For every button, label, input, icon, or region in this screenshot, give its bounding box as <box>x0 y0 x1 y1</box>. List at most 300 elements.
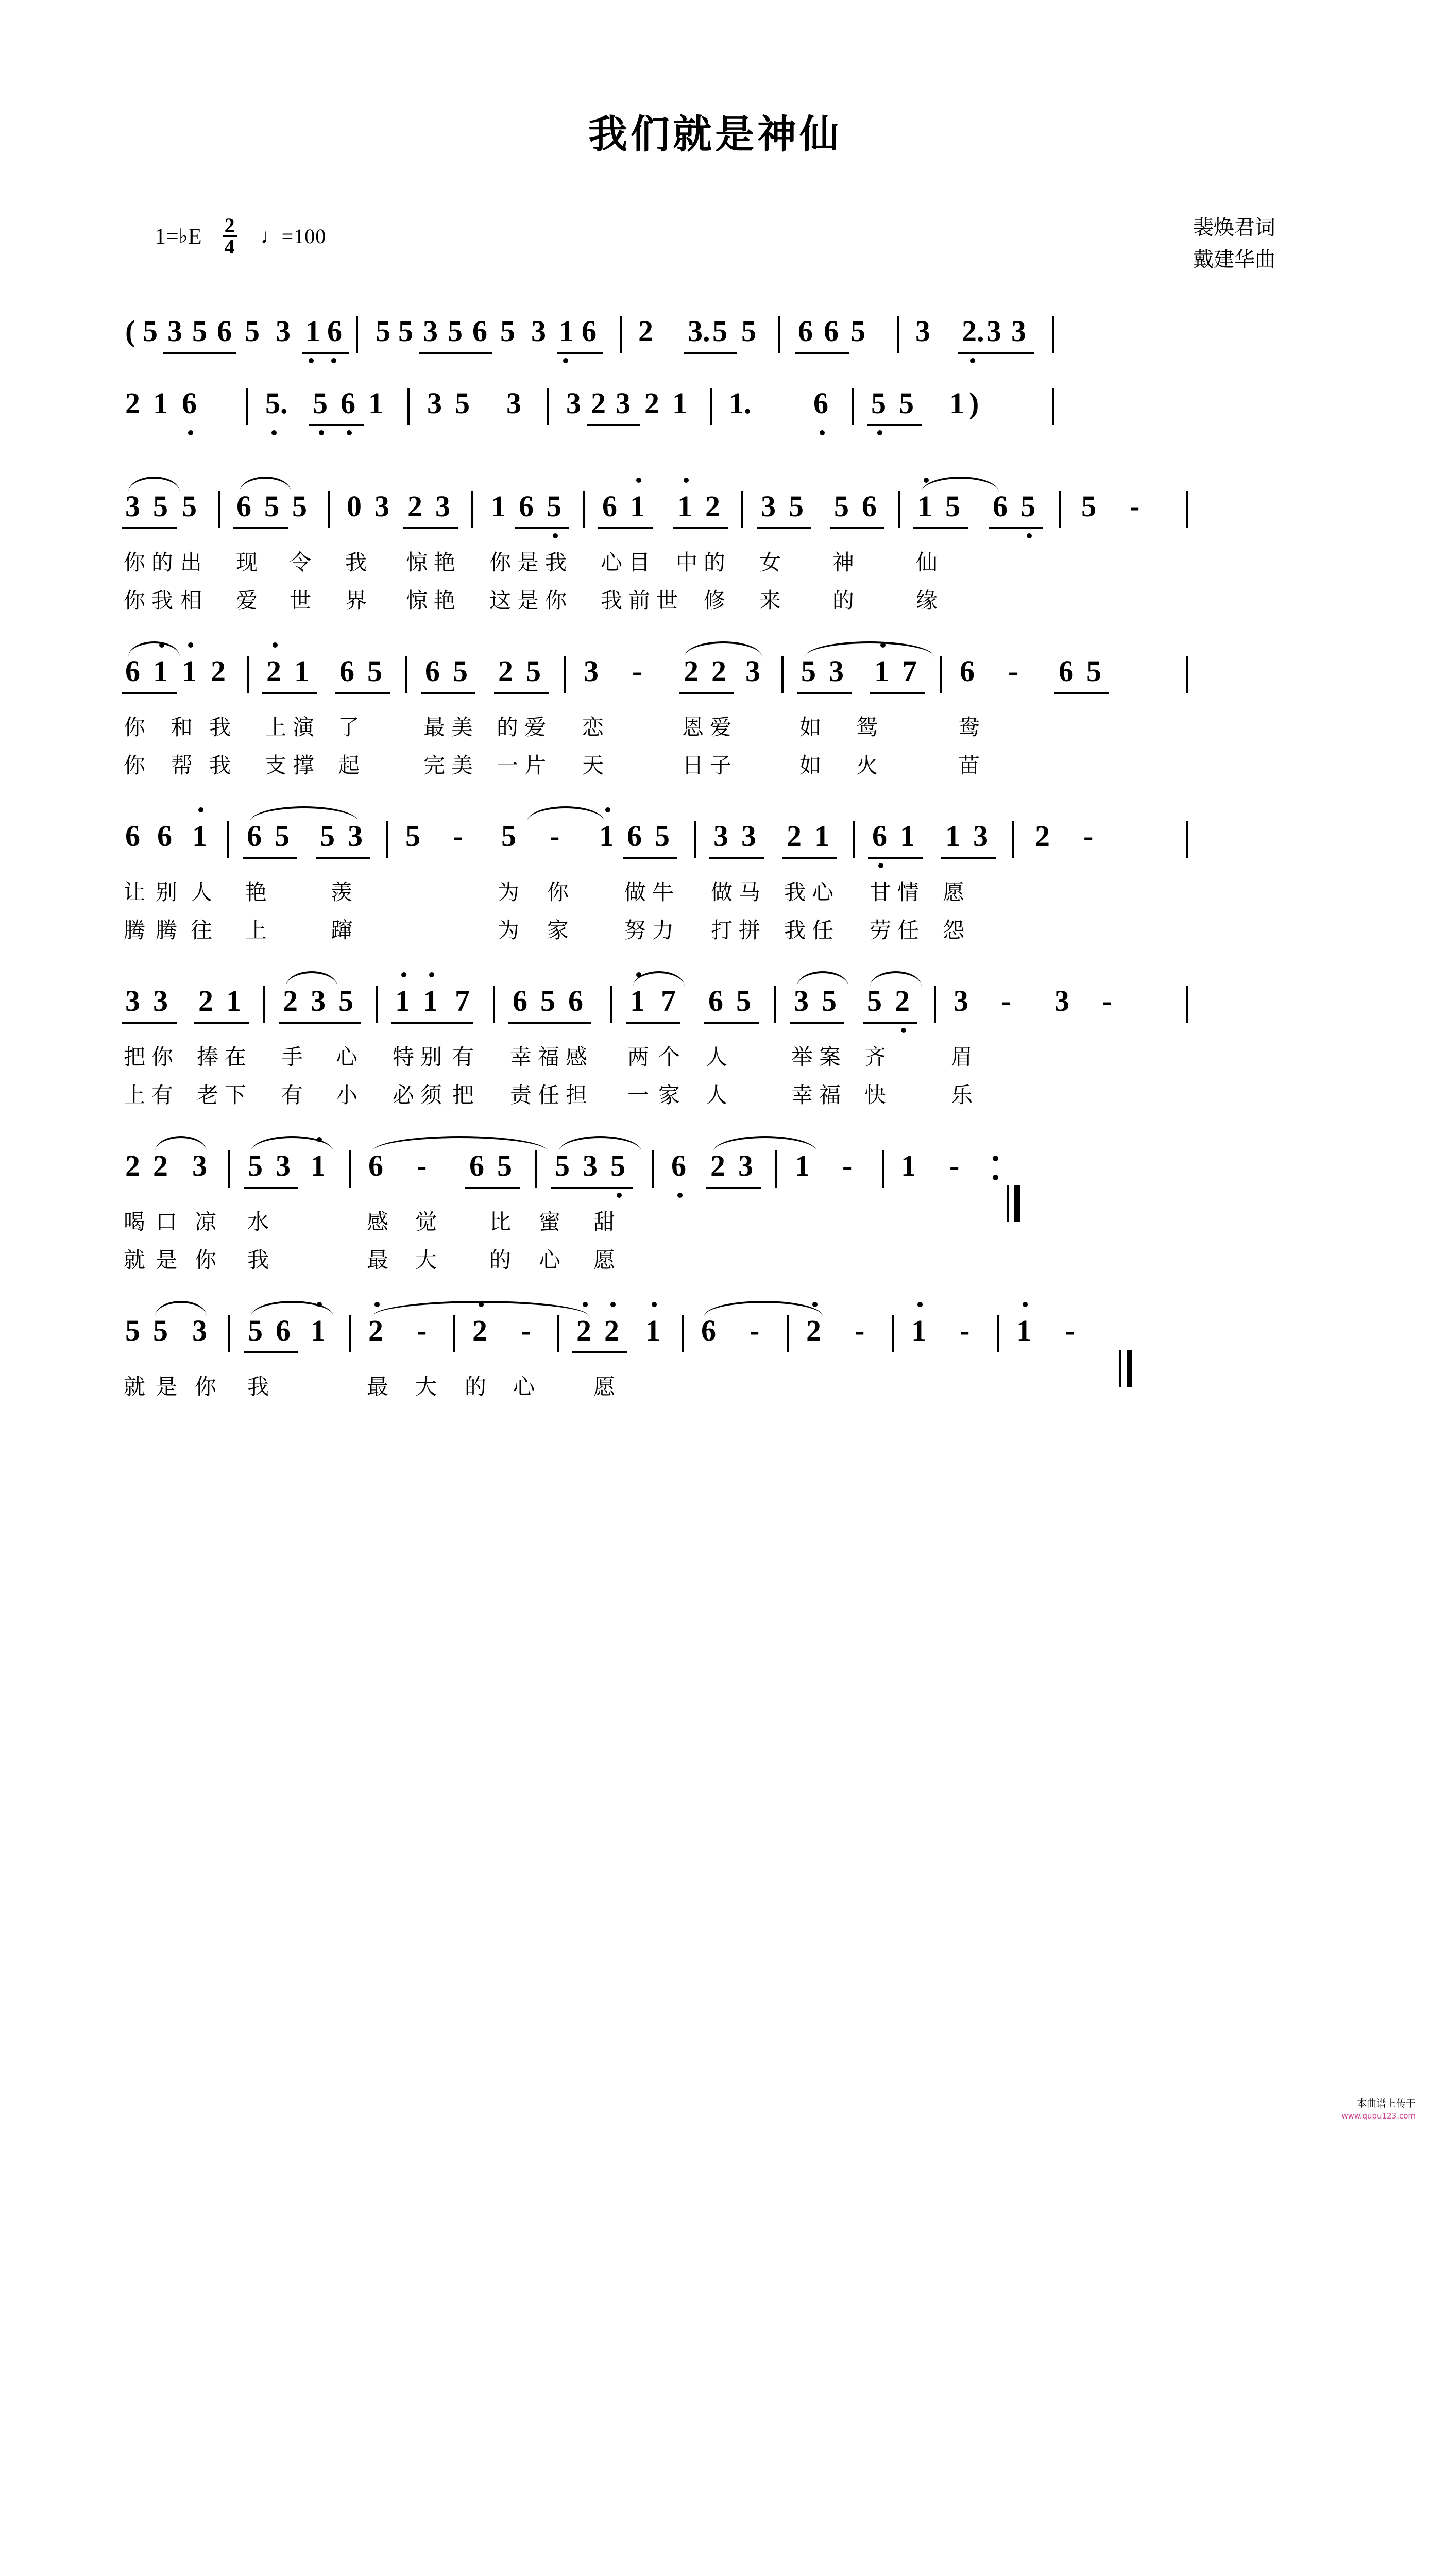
lyricist-credit: 裴焕君词 <box>1193 216 1275 240</box>
note: 6 <box>602 489 617 523</box>
lyric-row-2 <box>125 584 1305 618</box>
note: 2 <box>806 1314 821 1347</box>
beam-line <box>704 1022 759 1024</box>
note: 3 <box>566 386 581 420</box>
beam-line <box>782 857 837 859</box>
octave-dot-low <box>553 533 558 538</box>
beam-line <box>868 857 923 859</box>
lyric-char: 最 <box>366 1374 388 1399</box>
note-row <box>125 314 1305 363</box>
note: 6 <box>862 489 877 523</box>
note: 5 <box>555 1149 570 1182</box>
lyric-char: 责 <box>509 1082 532 1108</box>
note: ( <box>125 314 135 348</box>
lyric-char: 我 <box>544 550 567 575</box>
barline <box>610 986 612 1023</box>
octave-dot-high <box>198 807 203 812</box>
note: 1 <box>491 489 506 523</box>
note: 6 <box>368 1149 383 1182</box>
beam-line <box>870 692 925 694</box>
credits-block <box>1193 212 1275 276</box>
lyric-char: 如 <box>799 753 821 778</box>
lyric-char: 两 <box>627 1044 649 1070</box>
lyric-char: 把 <box>123 1044 145 1070</box>
barline <box>1186 491 1188 528</box>
note: 2 <box>705 489 720 523</box>
lyric-char: 人 <box>705 1082 727 1108</box>
note: 1 <box>677 489 692 523</box>
beam-line <box>797 692 852 694</box>
lyric-char: 上 <box>245 918 267 943</box>
lyric-char: 修 <box>703 588 725 613</box>
barline <box>897 316 899 353</box>
lyric-char: 幸 <box>791 1082 813 1108</box>
octave-dot-low <box>878 863 883 868</box>
barline <box>710 388 712 425</box>
beam-line <box>587 424 640 426</box>
lyric-char: 完 <box>423 753 445 778</box>
note: - <box>417 1314 427 1347</box>
lyric-char: 家 <box>547 918 569 943</box>
note: 6 <box>701 1314 716 1347</box>
note: 2 <box>710 1149 725 1182</box>
octave-dot-high <box>1023 1302 1028 1307</box>
lyric-char: 做 <box>624 879 646 905</box>
note: 5 <box>712 314 727 348</box>
lyric-char: 令 <box>289 550 311 575</box>
note: 6 <box>125 654 140 688</box>
note: - <box>1130 489 1140 523</box>
note: 5 <box>376 314 390 348</box>
lyric-char: 美 <box>451 715 473 740</box>
note: 6 <box>425 654 440 688</box>
barline <box>407 388 410 425</box>
footer-watermark <box>1341 2097 1416 2121</box>
note: 1 <box>305 314 320 348</box>
lyric-char: 腾 <box>123 918 145 943</box>
note: 5 <box>338 984 353 1018</box>
lyric-char: 凉 <box>194 1209 216 1234</box>
lyric-char: 任 <box>811 918 833 943</box>
lyric-char: 惊 <box>405 550 428 575</box>
barline <box>349 1315 351 1352</box>
barline <box>471 491 473 528</box>
note: 3 <box>986 314 1001 348</box>
barline <box>356 316 358 353</box>
note: 5 <box>398 314 413 348</box>
lyric-char: 上 <box>264 715 286 740</box>
lyric-row-2 <box>125 913 1305 947</box>
octave-dot-high <box>479 1302 484 1307</box>
lyric-char: 在 <box>224 1044 246 1070</box>
note: 3 <box>761 489 776 523</box>
lyric-char: 愿 <box>942 879 964 905</box>
note: 1 <box>900 819 915 853</box>
note: 3 <box>713 819 728 853</box>
octave-dot-low <box>563 358 568 363</box>
lyric-char: 做 <box>710 879 733 905</box>
barline <box>940 656 942 693</box>
note: 1 <box>901 1149 916 1182</box>
note: 1 <box>645 1314 660 1347</box>
note: 3 <box>745 654 760 688</box>
lyric-char: 的 <box>832 588 854 613</box>
beam-line <box>244 1351 298 1353</box>
beam-line <box>302 352 349 354</box>
note: 5 <box>547 489 561 523</box>
lyric-char: 出 <box>180 550 202 575</box>
lyric-char: 我 <box>784 918 806 943</box>
note: 6 <box>236 489 251 523</box>
note: - <box>960 1314 970 1347</box>
lyric-char: 心 <box>513 1374 535 1399</box>
octave-dot-low <box>188 430 193 435</box>
system-verse-2 <box>125 654 1305 798</box>
beam-line <box>122 1022 177 1024</box>
lyric-char: 鸯 <box>958 715 980 740</box>
lyric-char: 鸳 <box>856 715 878 740</box>
note: 2 <box>638 314 653 348</box>
slur <box>704 1301 823 1316</box>
lyric-char: 有 <box>281 1082 303 1108</box>
note: 6 <box>469 1149 484 1182</box>
barline <box>775 1150 777 1188</box>
note-row <box>125 1313 1305 1363</box>
note: 1 <box>672 386 687 420</box>
lyric-char: 是 <box>155 1374 177 1399</box>
composer-credit: 戴建华曲 <box>1193 248 1275 272</box>
lyric-char: 乐 <box>950 1082 973 1108</box>
barline <box>882 1150 884 1188</box>
lyric-char: 福 <box>819 1082 841 1108</box>
lyric-char: 大 <box>415 1247 437 1273</box>
barline <box>493 986 495 1023</box>
note: 6 <box>1059 654 1074 688</box>
note: 2 <box>576 1314 591 1347</box>
octave-dot-high <box>880 642 886 648</box>
lyric-char: 老 <box>196 1082 218 1108</box>
octave-dot-low <box>1027 533 1032 538</box>
note-row <box>125 654 1305 703</box>
note: 2 <box>472 1314 487 1347</box>
barline <box>246 388 248 425</box>
lyric-char: 心 <box>538 1247 560 1273</box>
lyric-char: 的 <box>151 550 173 575</box>
note: 6 <box>182 386 197 420</box>
octave-dot-low <box>617 1193 622 1198</box>
lyric-char: 羡 <box>330 879 352 905</box>
lyric-char: 别 <box>420 1044 442 1070</box>
beam-line <box>626 1022 680 1024</box>
system-intro-2 <box>125 386 1305 468</box>
note: 5 <box>264 489 279 523</box>
system-verse-4 <box>125 984 1305 1128</box>
note: 6 <box>513 984 527 1018</box>
note: - <box>1008 654 1018 688</box>
barline <box>263 986 265 1023</box>
note: 1 <box>423 984 438 1018</box>
score-header <box>0 216 1430 309</box>
note: 1 <box>153 386 168 420</box>
lyric-char: 手 <box>281 1044 303 1070</box>
beam-line <box>122 692 177 694</box>
system-intro-1 <box>125 314 1305 386</box>
beam-line <box>163 352 236 354</box>
footer-site: www.qupu123.com <box>1341 2111 1416 2121</box>
repeat-dots <box>993 1156 998 1194</box>
note: 2 <box>368 1314 383 1347</box>
system-verse-5 <box>125 1148 1305 1293</box>
octave-dot-low <box>877 430 882 435</box>
note: 6 <box>568 984 583 1018</box>
beam-line <box>244 1187 298 1189</box>
note: 2 <box>1035 819 1050 853</box>
barline <box>228 1150 230 1188</box>
note: 5 <box>1020 489 1035 523</box>
note: 6 <box>472 314 487 348</box>
lyric-char: 有 <box>151 1082 173 1108</box>
barline <box>218 491 220 528</box>
barline <box>781 656 784 693</box>
beam-line <box>623 857 677 859</box>
beam-line <box>598 527 653 529</box>
note: 5 <box>455 386 470 420</box>
lyric-char: 甜 <box>593 1209 615 1234</box>
beam-line <box>419 352 492 354</box>
note: - <box>855 1314 865 1347</box>
barline <box>1186 821 1188 858</box>
lyric-char: 打 <box>710 918 733 943</box>
note: 6 <box>276 1314 291 1347</box>
barline <box>228 1315 230 1352</box>
note: 3 <box>738 1149 753 1182</box>
lyric-char: 艳 <box>245 879 267 905</box>
lyric-char: 担 <box>565 1082 587 1108</box>
note: 6 <box>582 314 597 348</box>
note: 6 <box>813 386 828 420</box>
beam-line <box>790 1022 844 1024</box>
note: 3 <box>794 984 809 1018</box>
barline <box>547 388 549 425</box>
octave-dot-high <box>917 1302 923 1307</box>
lyric-row-2 <box>125 1078 1305 1112</box>
lyric-char: 爱 <box>235 588 258 613</box>
barline <box>852 388 854 425</box>
lyric-char: 马 <box>738 879 760 905</box>
lyric-char: 任 <box>537 1082 559 1108</box>
lyric-char: 就 <box>123 1247 145 1273</box>
octave-dot-high <box>159 642 164 648</box>
barline <box>349 1150 351 1188</box>
note: 2 <box>498 654 513 688</box>
lyric-char: 你 <box>547 879 569 905</box>
note-row <box>125 1148 1305 1198</box>
beam-line <box>795 352 849 354</box>
octave-dot-high <box>188 642 193 648</box>
note: 1 <box>917 489 932 523</box>
barline <box>1052 316 1054 353</box>
note: 5 <box>320 819 335 853</box>
note: 6 <box>824 314 839 348</box>
lyric-char: 心 <box>600 550 622 575</box>
note: - <box>842 1149 853 1182</box>
note: 6 <box>708 984 723 1018</box>
lyric-char: 必 <box>392 1082 414 1108</box>
note: 3 <box>125 489 140 523</box>
lyric-char: 一 <box>627 1082 649 1108</box>
lyric-char: 你 <box>544 588 567 613</box>
lyric-char: 任 <box>897 918 919 943</box>
octave-dot-high <box>401 972 406 977</box>
lyric-char: 恋 <box>582 715 604 740</box>
lyric-char: 个 <box>658 1044 680 1070</box>
beam-line <box>335 692 390 694</box>
beam-line <box>194 1022 249 1024</box>
note: 5 <box>501 819 516 853</box>
lyric-char: 你 <box>194 1247 216 1273</box>
lyric-char: 大 <box>415 1374 437 1399</box>
beam-line <box>279 1022 361 1024</box>
lyric-char: 怨 <box>942 918 964 943</box>
note: 1 <box>795 1149 810 1182</box>
note: 3 <box>276 314 291 348</box>
note: 5 <box>822 984 837 1018</box>
note: - <box>1102 984 1112 1018</box>
lyric-char: 情 <box>897 879 919 905</box>
note: - <box>550 819 560 853</box>
note: 3 <box>506 386 521 420</box>
note: 2. <box>962 314 984 348</box>
note: 1 <box>368 386 383 420</box>
note: 0 <box>347 489 362 523</box>
note: 1 <box>630 984 645 1018</box>
lyric-char: 捧 <box>196 1044 218 1070</box>
note: 5 <box>292 489 307 523</box>
octave-dot-low <box>820 430 825 435</box>
lyric-char: 女 <box>759 550 781 575</box>
lyric-char: 一 <box>496 753 518 778</box>
lyric-char: 人 <box>190 879 212 905</box>
note: 5 <box>125 1314 140 1347</box>
lyric-char: 上 <box>123 1082 145 1108</box>
note: 6 <box>341 386 355 420</box>
note: - <box>417 1149 427 1182</box>
key-note: E <box>188 224 202 249</box>
note: 3 <box>153 984 168 1018</box>
lyric-char: 口 <box>155 1209 177 1234</box>
beam-line <box>243 857 297 859</box>
lyric-char: 的 <box>464 1374 486 1399</box>
lyric-char: 是 <box>155 1247 177 1273</box>
lyric-char: 中 <box>675 550 697 575</box>
lyric-char: 世 <box>289 588 311 613</box>
lyric-char: 拼 <box>738 918 760 943</box>
lyric-char: 目 <box>628 550 650 575</box>
barline <box>557 1315 559 1352</box>
final-barline <box>1119 1315 1135 1352</box>
note: - <box>453 819 463 853</box>
repeat-barline <box>1007 1150 1023 1188</box>
note: 5 <box>192 314 207 348</box>
note: - <box>632 654 642 688</box>
lyric-char: 了 <box>337 715 360 740</box>
octave-dot-low <box>319 430 324 435</box>
beam-line <box>863 1022 917 1024</box>
beam-line <box>1054 692 1109 694</box>
beam-line <box>465 1187 520 1189</box>
lyric-row-1 <box>125 875 1305 909</box>
note: - <box>949 1149 960 1182</box>
octave-dot-low <box>901 1028 906 1033</box>
system-ending <box>125 1313 1305 1427</box>
note: 3 <box>973 819 988 853</box>
lyric-char: 举 <box>791 1044 813 1070</box>
note: 3 <box>829 654 844 688</box>
lyric-char: 支 <box>264 753 286 778</box>
note: 6 <box>339 654 354 688</box>
lyric-char: 你 <box>123 753 145 778</box>
beam-line <box>551 1187 633 1189</box>
slur <box>527 806 604 822</box>
note: 6 <box>519 489 534 523</box>
note: 1 <box>182 654 197 688</box>
lyric-row-1 <box>125 1040 1305 1074</box>
note: 2 <box>211 654 226 688</box>
note: 1 <box>874 654 889 688</box>
beam-line <box>403 527 458 529</box>
note: 2 <box>407 489 422 523</box>
beam-line <box>673 527 728 529</box>
lyric-char: 比 <box>489 1209 511 1234</box>
note: 5 <box>1086 654 1101 688</box>
note: 3 <box>374 489 389 523</box>
note: 6 <box>247 819 262 853</box>
lyric-char: 案 <box>819 1044 841 1070</box>
lyric-char: 水 <box>247 1209 269 1234</box>
note-row <box>125 386 1305 435</box>
note: 5 <box>736 984 751 1018</box>
octave-dot-high <box>636 972 641 977</box>
barline <box>1052 388 1054 425</box>
lyric-char: 小 <box>335 1082 358 1108</box>
note: 1 <box>395 984 410 1018</box>
lyric-char: 为 <box>497 879 519 905</box>
barline <box>405 656 407 693</box>
octave-dot-high <box>610 1302 616 1307</box>
note: 5 <box>448 314 463 348</box>
lyric-char: 神 <box>832 550 854 575</box>
time-denominator: 4 <box>224 235 235 258</box>
lyric-char: 眉 <box>950 1044 973 1070</box>
lyric-char: 下 <box>224 1082 246 1108</box>
note: 6 <box>125 819 140 853</box>
beam-line <box>913 527 968 529</box>
note: 3 <box>423 314 438 348</box>
sheet-music-page <box>0 103 1430 2126</box>
note: 6 <box>960 654 975 688</box>
lyric-char: 让 <box>123 879 145 905</box>
note: 2 <box>153 1149 168 1182</box>
barline <box>853 821 855 858</box>
barline <box>227 821 229 858</box>
barline <box>328 491 330 528</box>
note: 2 <box>604 1314 619 1347</box>
beam-line <box>958 352 1034 354</box>
lyric-char: 艳 <box>433 550 455 575</box>
note: - <box>521 1314 531 1347</box>
slur <box>250 806 358 822</box>
system-verse-1 <box>125 489 1305 633</box>
